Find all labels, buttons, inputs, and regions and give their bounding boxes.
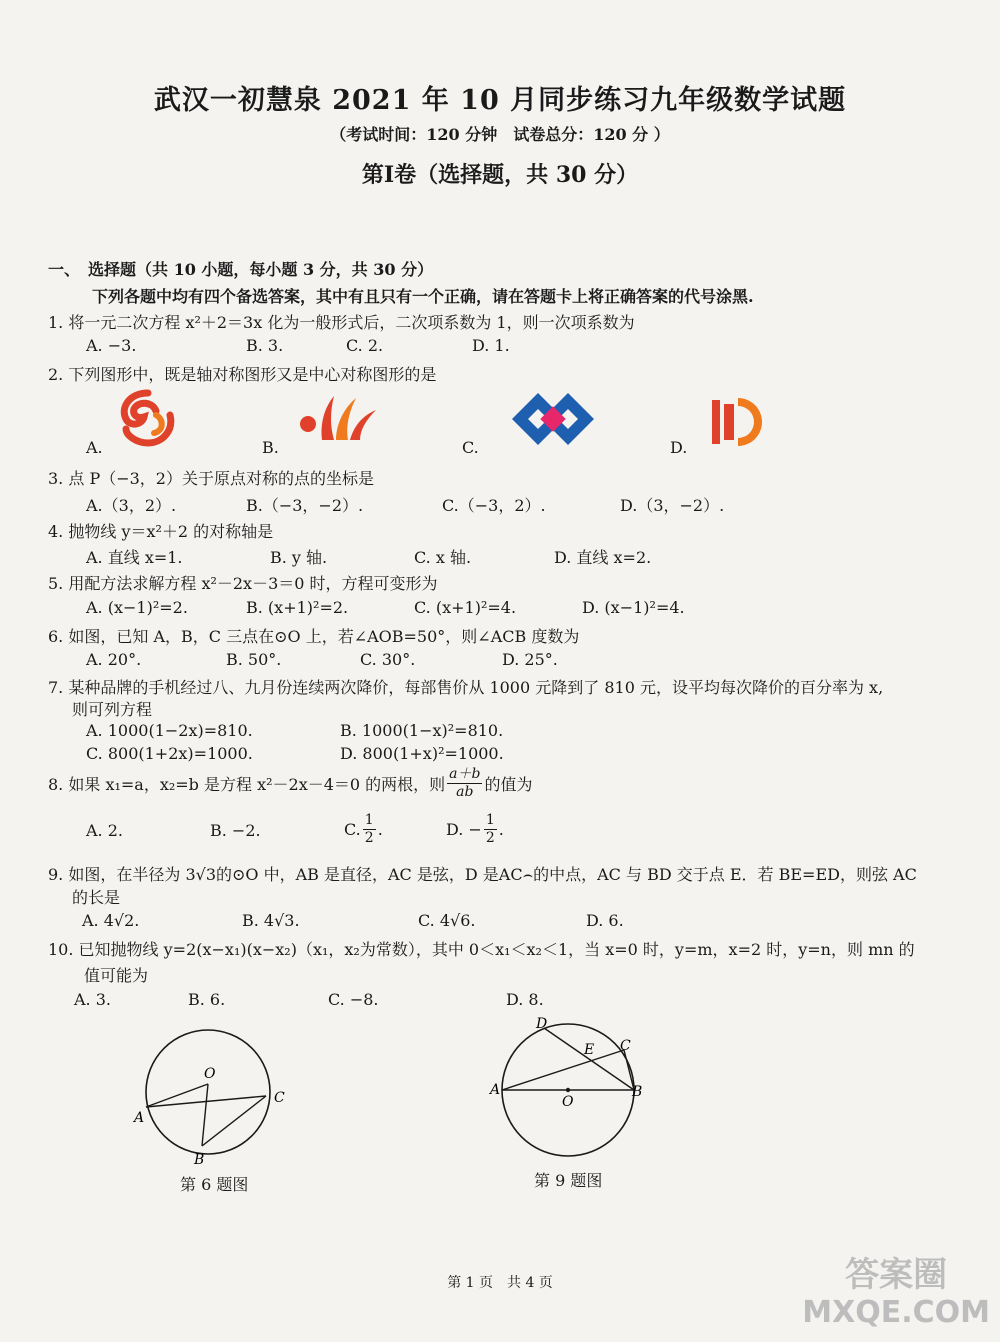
- fig6-label-a: A: [134, 1110, 145, 1126]
- q8-option-d-fraction: [484, 812, 497, 847]
- q5-stem: 5. 用配方法求解方程 x²－2x－3＝0 时，方程可变形为: [48, 574, 438, 593]
- q1-option-a: A. −3.: [86, 336, 137, 355]
- watermark-line2: MXQE.COM: [802, 1295, 990, 1330]
- q10-option-d: D. 8.: [506, 990, 544, 1009]
- q9-option-d: D. 6.: [586, 911, 624, 930]
- q4-option-c: C. x 轴.: [414, 548, 472, 567]
- page-footer: 第 1 页 共 4 页: [447, 1275, 553, 1291]
- figure-9-circle-diagram: [484, 1014, 654, 1174]
- q8-option-c-denominator: 2: [364, 830, 374, 846]
- q8-option-d-numerator: 1: [485, 812, 495, 828]
- fig9-label-b: B: [632, 1084, 643, 1100]
- q2-stem: 2. 下列图形中，既是轴对称图形又是中心对称图形的是: [48, 365, 437, 384]
- q8-stem-end: 的值为: [484, 775, 533, 794]
- fig9-label-d: D: [536, 1016, 548, 1032]
- q6-option-c: C. 30°.: [360, 650, 416, 669]
- figure-6-caption: 第 6 题图: [180, 1175, 249, 1194]
- q1-option-b: B. 3.: [246, 336, 284, 355]
- fig9-label-a: A: [490, 1082, 501, 1098]
- q8-option-d-period: .: [498, 820, 504, 839]
- q9-stem: 9. 如图，在半径为 3√3的⊙O 中，AB 是直径，AC 是弦，D 是AC⌢的中点，AC 与 BD 交于点 E．若 BE=ED，则弦 AC: [48, 865, 917, 884]
- fig9-label-o: O: [562, 1094, 574, 1110]
- q7-option-c: C. 800(1+2x)=1000.: [86, 744, 253, 763]
- figure-6-circle-diagram: [120, 1020, 300, 1170]
- q4-stem: 4. 抛物线 y＝x²＋2 的对称轴是: [48, 522, 274, 541]
- q3-option-c: C.（−3，2）.: [442, 496, 546, 515]
- q2-label-a: A.: [86, 438, 103, 457]
- q8-option-b: B. −2.: [210, 821, 261, 840]
- q6-option-a: A. 20°.: [86, 650, 142, 669]
- fig6-label-b: B: [194, 1152, 205, 1168]
- q3-option-d: D.（3，−2）.: [620, 496, 725, 515]
- q8-fraction-denominator: ab: [456, 784, 474, 800]
- q8-option-c: [344, 812, 383, 847]
- q5-option-c: C. (x+1)²=4.: [414, 598, 517, 617]
- q8-stem-start: 8. 如果 x₁=a，x₂=b 是方程 x²－2x－4＝0 的两根，则: [48, 775, 446, 794]
- q7-option-b: B. 1000(1−x)²=810.: [340, 721, 504, 740]
- q7-stem-cont: 则可列方程: [72, 700, 153, 719]
- q5-option-a: A. (x−1)²=2.: [86, 598, 188, 617]
- figure-9-caption: 第 9 题图: [534, 1171, 603, 1190]
- q7-option-d: D. 800(1+x)²=1000.: [340, 744, 504, 763]
- half-circle-logo-icon: [708, 394, 768, 450]
- q8-option-d-denominator: 2: [485, 830, 495, 846]
- q6-option-d: D. 25°.: [502, 650, 558, 669]
- watermark-logo: [802, 1256, 990, 1332]
- q6-stem: 6. 如图，已知 A，B，C 三点在⊙O 上，若∠AOB=50°，则∠ACB 度数为: [48, 627, 580, 646]
- q9-stem-cont: 的长是: [72, 888, 121, 907]
- q8-option-a: A. 2.: [86, 821, 123, 840]
- q1-option-c: C. 2.: [346, 336, 384, 355]
- fig9-label-e: E: [584, 1042, 595, 1058]
- q5-option-d: D. (x−1)²=4.: [582, 598, 685, 617]
- q8-option-c-fraction: [363, 812, 376, 847]
- q1-option-d: D. 1.: [472, 336, 510, 355]
- q6-option-b: B. 50°.: [226, 650, 282, 669]
- q8-option-d-label: D. −: [446, 820, 482, 839]
- q3-stem: 3. 点 P（−3，2）关于原点对称的点的坐标是: [48, 469, 374, 488]
- q8-stem: [48, 766, 533, 801]
- q8-option-c-numerator: 1: [364, 812, 374, 828]
- q2-label-b: B.: [262, 438, 279, 457]
- q10-stem-cont: 值可能为: [84, 966, 149, 985]
- exam-title: 武汉一初慧泉 2021 年 10 月同步练习九年级数学试题: [153, 85, 847, 116]
- section-heading: 一、 选择题（共 10 小题，每小题 3 分，共 30 分）: [48, 260, 434, 279]
- flame-rays-logo-icon: [294, 388, 380, 448]
- fig6-chord-bc: [202, 1096, 266, 1146]
- q2-label-c: C.: [462, 438, 479, 457]
- q3-option-b: B.（−3，−2）.: [246, 496, 364, 515]
- q8-fraction-numerator: a＋b: [449, 766, 481, 782]
- q7-stem: 7. 某种品牌的手机经过八、九月份连续两次降价，每部售价从 1000 元降到了 810 元，设平均每次降价的百分率为 x,: [48, 678, 884, 697]
- q9-option-c: C. 4√6.: [418, 911, 476, 930]
- q4-option-b: B. y 轴.: [270, 548, 328, 567]
- q8-option-d: [446, 812, 504, 847]
- section-instruction: 下列各题中均有四个备选答案，其中有且只有一个正确，请在答题卡上将正确答案的代号涂黑.: [92, 287, 754, 306]
- q10-option-a: A. 3.: [74, 990, 111, 1009]
- q8-option-c-period: .: [377, 820, 383, 839]
- fig9-center-dot: [566, 1088, 570, 1092]
- q10-option-c: C. −8.: [328, 990, 379, 1009]
- watermark-line1: 答案圈: [845, 1255, 948, 1295]
- fig6-radius-ob: [202, 1084, 208, 1146]
- q10-stem: 10. 已知抛物线 y=2(x−x₁)(x−x₂)（x₁，x₂为常数），其中 0＜x₁＜x₂＜1，当 x=0 时，y=m，x=2 时，y=n，则 mn 的: [48, 940, 915, 959]
- q10-option-b: B. 6.: [188, 990, 226, 1009]
- q9-option-b: B. 4√3.: [242, 911, 300, 930]
- q7-option-a: A. 1000(1−2x)=810.: [86, 721, 253, 740]
- volume-heading: 第Ⅰ卷（选择题，共 30 分）: [361, 162, 639, 188]
- linked-diamonds-logo-icon: [508, 388, 598, 450]
- fig9-label-c: C: [620, 1038, 631, 1054]
- q1-stem: 1. 将一元二次方程 x²＋2＝3x 化为一般形式后，二次项系数为 1，则一次项系数为: [48, 313, 635, 332]
- q5-option-b: B. (x+1)²=2.: [246, 598, 349, 617]
- q8-option-c-label: C.: [344, 820, 361, 839]
- q4-option-a: A. 直线 x=1.: [86, 548, 183, 567]
- q9-option-a: A. 4√2.: [82, 911, 140, 930]
- q2-label-d: D.: [670, 438, 688, 457]
- swirl-logo-icon: [112, 385, 184, 451]
- q3-option-a: A.（3，2）.: [86, 496, 177, 515]
- exam-subtitle: （考试时间：120 分钟 试卷总分：120 分 ）: [330, 125, 670, 144]
- fig6-label-o: O: [204, 1066, 216, 1082]
- fig6-circle: [146, 1030, 270, 1154]
- fig6-label-c: C: [274, 1090, 285, 1106]
- q4-option-d: D. 直线 x=2.: [554, 548, 652, 567]
- q8-fraction: [447, 766, 482, 801]
